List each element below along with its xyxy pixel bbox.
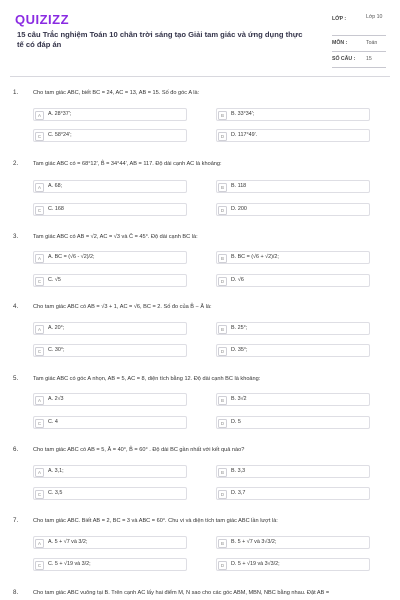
option-text: B. 118 (231, 183, 247, 189)
option-text: A. 28°37'; (48, 111, 72, 117)
option-text: A. 68; (48, 183, 63, 189)
option-a[interactable] (33, 322, 187, 335)
document-title: 15 câu Trắc nghiệm Toán 10 chân trời sáng tạo Giải tam giác và ứng dụng thực tế có đáp án (17, 30, 303, 49)
option-text: B. 33°34'; (231, 111, 255, 117)
option-text: D. 35°; (231, 347, 248, 353)
option-a[interactable] (33, 108, 187, 121)
option-text: C. 30°; (48, 347, 65, 353)
option-c[interactable] (33, 487, 187, 500)
option-letter: C (35, 347, 44, 356)
option-b[interactable] (216, 251, 370, 264)
option-letter: C (35, 490, 44, 499)
option-b[interactable] (216, 393, 370, 406)
header-divider (10, 76, 390, 77)
option-letter: D (218, 490, 227, 499)
subject-underline (332, 51, 386, 52)
question-text: Cho tam giác ABC, biết BC = 24, AC = 13, AB = 15. Số đo góc A là: (33, 90, 200, 96)
question-count-label: SỐ CÂU : (332, 56, 356, 62)
question-number: 7. (13, 517, 19, 524)
option-letter: A (35, 111, 44, 120)
option-c[interactable] (33, 344, 187, 357)
option-d[interactable] (216, 129, 370, 142)
option-text: C. 5 + √19 và 3/2; (48, 561, 91, 567)
option-d[interactable] (216, 274, 370, 287)
option-c[interactable] (33, 129, 187, 142)
option-letter: C (35, 419, 44, 428)
option-letter: C (35, 561, 44, 570)
class-underline (332, 35, 386, 36)
option-letter: D (218, 132, 227, 141)
worksheet-header (0, 0, 400, 75)
option-text: C. 3,5 (48, 490, 63, 496)
option-text: A. 2√3 (48, 396, 64, 402)
option-letter: B (218, 325, 227, 334)
question-number: 5. (13, 375, 19, 382)
option-letter: B (218, 111, 227, 120)
option-letter: D (218, 277, 227, 286)
question-count-value: 15 (366, 56, 372, 62)
option-letter: C (35, 277, 44, 286)
option-letter: B (218, 254, 227, 263)
option-text: B. 25°; (231, 325, 248, 331)
question-number: 1. (13, 89, 19, 96)
option-letter: D (218, 347, 227, 356)
option-text: D. 117°49'. (231, 132, 258, 138)
option-letter: B (218, 396, 227, 405)
option-letter: D (218, 206, 227, 215)
option-b[interactable] (216, 180, 370, 193)
option-letter: B (218, 539, 227, 548)
question-text: Cho tam giác ABC vuông tại B. Trên cạnh AC lấy hai điểm M, N sao cho các góc ABM, MBN, NBC bằng nhau. Đặt AB = (33, 590, 330, 596)
option-letter: A (35, 254, 44, 263)
quizizz-logo: QUIZIZZ (15, 12, 70, 27)
option-letter: B (218, 183, 227, 192)
option-text: C. 58°24'; (48, 132, 72, 138)
option-letter: A (35, 539, 44, 548)
subject-label: MÔN : (332, 40, 348, 46)
question-number: 8. (13, 589, 19, 596)
question-text: Tam giác ABC có AB = √2, AC = √3 và Ĉ = 45°. Độ dài cạnh BC là: (33, 234, 198, 240)
option-letter: A (35, 325, 44, 334)
option-letter: D (218, 561, 227, 570)
option-text: D. 200 (231, 206, 247, 212)
option-text: C. 168 (48, 206, 64, 212)
option-text: B. 5 + √7 và 3√3/2; (231, 539, 277, 545)
question-text: Tam giác ABC có = 68°12', B̂ = 34°44', AB = 117. Độ dài cạnh AC là khoảng: (33, 161, 222, 167)
question-text: Cho tam giác ABC có AB = √3 + 1, AC = √6, BC = 2. Số đo của B̂ − Â là: (33, 304, 212, 310)
option-d[interactable] (216, 558, 370, 571)
option-letter: A (35, 183, 44, 192)
option-letter: D (218, 419, 227, 428)
option-c[interactable] (33, 274, 187, 287)
option-b[interactable] (216, 465, 370, 478)
option-letter: A (35, 396, 44, 405)
option-text: C. 4 (48, 419, 58, 425)
option-text: B. BC = (√6 + √2)/2; (231, 254, 279, 260)
option-a[interactable] (33, 536, 187, 549)
option-a[interactable] (33, 180, 187, 193)
option-text: D. 3,7 (231, 490, 246, 496)
question-number: 3. (13, 233, 19, 240)
option-text: B. 3√2 (231, 396, 247, 402)
option-a[interactable] (33, 251, 187, 264)
option-letter: A (35, 468, 44, 477)
option-a[interactable] (33, 465, 187, 478)
subject-value: Toán (366, 40, 378, 46)
option-text: D. 5 + √19 và 3√3/2; (231, 561, 280, 567)
option-c[interactable] (33, 558, 187, 571)
question-text: Tam giác ABC có góc A nhọn, AB = 5, AC = 8, diện tích bằng 12. Độ dài cạnh BC là khoảng: (33, 376, 261, 382)
option-a[interactable] (33, 393, 187, 406)
option-d[interactable] (216, 344, 370, 357)
option-letter: C (35, 206, 44, 215)
count-underline (332, 67, 386, 68)
option-c[interactable] (33, 203, 187, 216)
option-text: C. √5 (48, 277, 61, 283)
option-text: D. 5 (231, 419, 241, 425)
class-label: LỚP : (332, 16, 347, 22)
option-b[interactable] (216, 108, 370, 121)
option-d[interactable] (216, 203, 370, 216)
question-text: Cho tam giác ABC có AB = 5, Â = 40°, B̂ = 60° . Độ dài BC gần nhất với kết quả nào? (33, 447, 245, 453)
option-text: B. 3,3 (231, 468, 246, 474)
option-letter: C (35, 132, 44, 141)
option-b[interactable] (216, 322, 370, 335)
question-number: 2. (13, 160, 19, 167)
option-text: A. BC = (√6 - √2)/2; (48, 254, 95, 260)
option-c[interactable] (33, 416, 187, 429)
option-d[interactable] (216, 416, 370, 429)
option-d[interactable] (216, 487, 370, 500)
option-text: D. √6 (231, 277, 244, 283)
question-number: 6. (13, 446, 19, 453)
option-text: A. 5 + √7 và 3/2; (48, 539, 88, 545)
option-text: A. 20°; (48, 325, 65, 331)
class-value: Lớp 10 (366, 14, 383, 20)
question-text: Cho tam giác ABC. Biết AB = 2, BC = 3 và ABC = 60°. Chu vi và diện tích tam giác ABC lần lượt là: (33, 518, 278, 524)
option-letter: B (218, 468, 227, 477)
question-number: 4. (13, 303, 19, 310)
option-text: A. 3,1; (48, 468, 64, 474)
option-b[interactable] (216, 536, 370, 549)
